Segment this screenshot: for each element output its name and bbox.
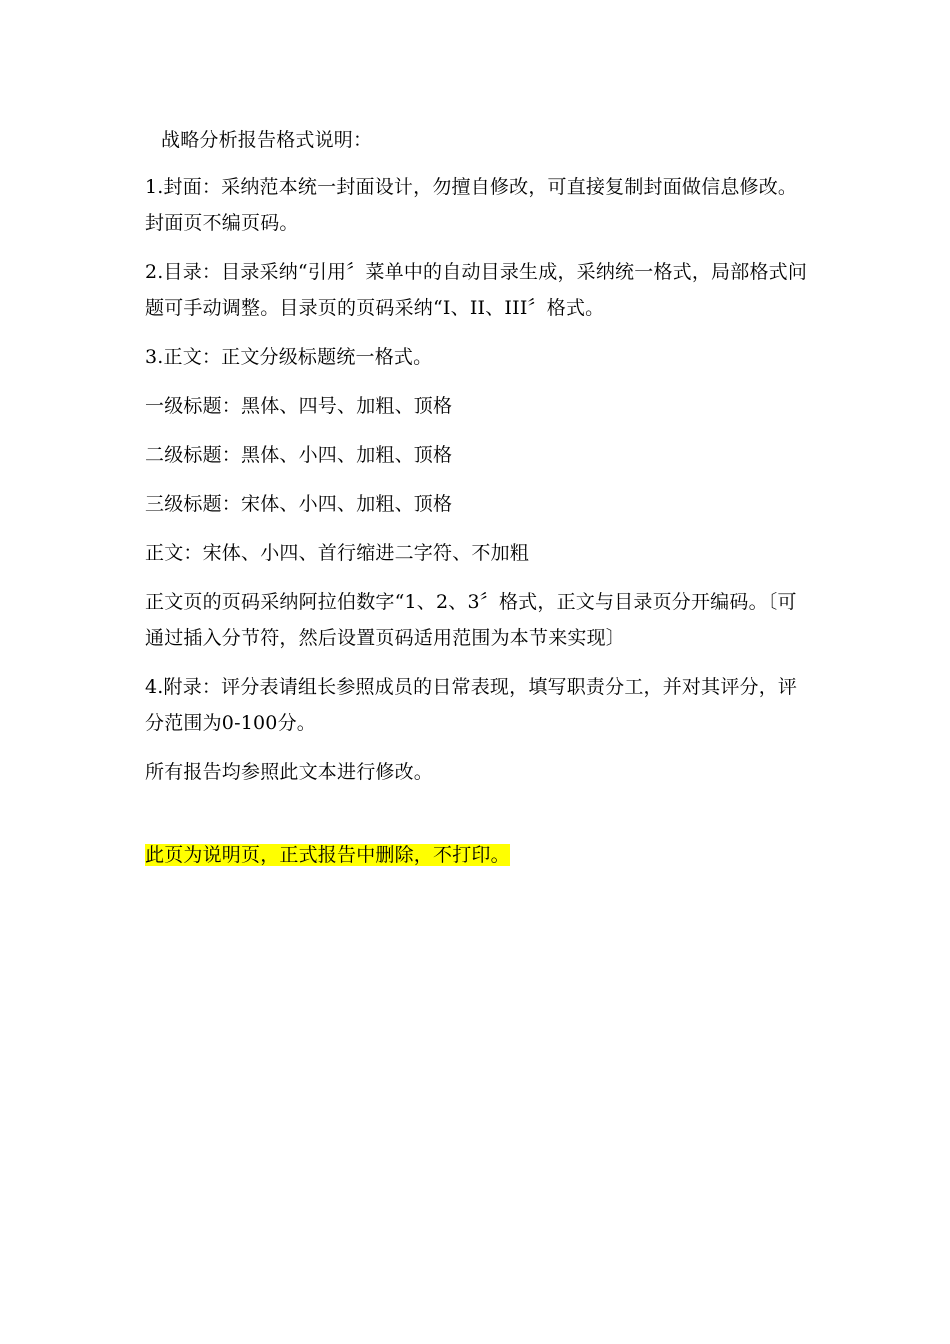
paragraph-appendix: 4.附录：评分表请组长参照成员的日常表现，填写职责分工，并对其评分，评分范围为0-100分。 (145, 676, 798, 734)
paragraph-body-text-style: 正文：宋体、小四、首行缩进二字符、不加粗 (145, 542, 530, 564)
paragraph-body-page-numbers: 正文页的页码采纳阿拉伯数字“1、2、3〞格式，正文与目录页分开编码。〔可通过插入分节符，然后设置页码适用范围为本节来实现〕 (145, 591, 797, 649)
paragraph-toc: 2.目录：目录采纳“引用〞菜单中的自动目录生成，采纳统一格式，局部格式问题可手动调整。目录页的页码采纳“I、II、III〞格式。 (145, 261, 808, 319)
document-title: 战略分析报告格式说明： (161, 129, 373, 151)
document-body (145, 122, 810, 886)
paragraph-closing: 所有报告均参照此文本进行修改。 (145, 761, 434, 783)
highlighted-note: 此页为说明页，正式报告中删除，不打印。 (145, 844, 510, 866)
paragraph-heading-level-2: 二级标题：黑体、小四、加粗、顶格 (145, 444, 453, 466)
paragraph-body: 3.正文：正文分级标题统一格式。 (145, 346, 433, 368)
paragraph-heading-level-1: 一级标题：黑体、四号、加粗、顶格 (145, 395, 453, 417)
highlighted-note-line (145, 837, 810, 873)
paragraph-heading-level-3: 三级标题：宋体、小四、加粗、顶格 (145, 493, 453, 515)
paragraph-cover: 1.封面：采纳范本统一封面设计，勿擅自修改，可直接复制封面做信息修改。封面页不编页码。 (145, 176, 798, 234)
